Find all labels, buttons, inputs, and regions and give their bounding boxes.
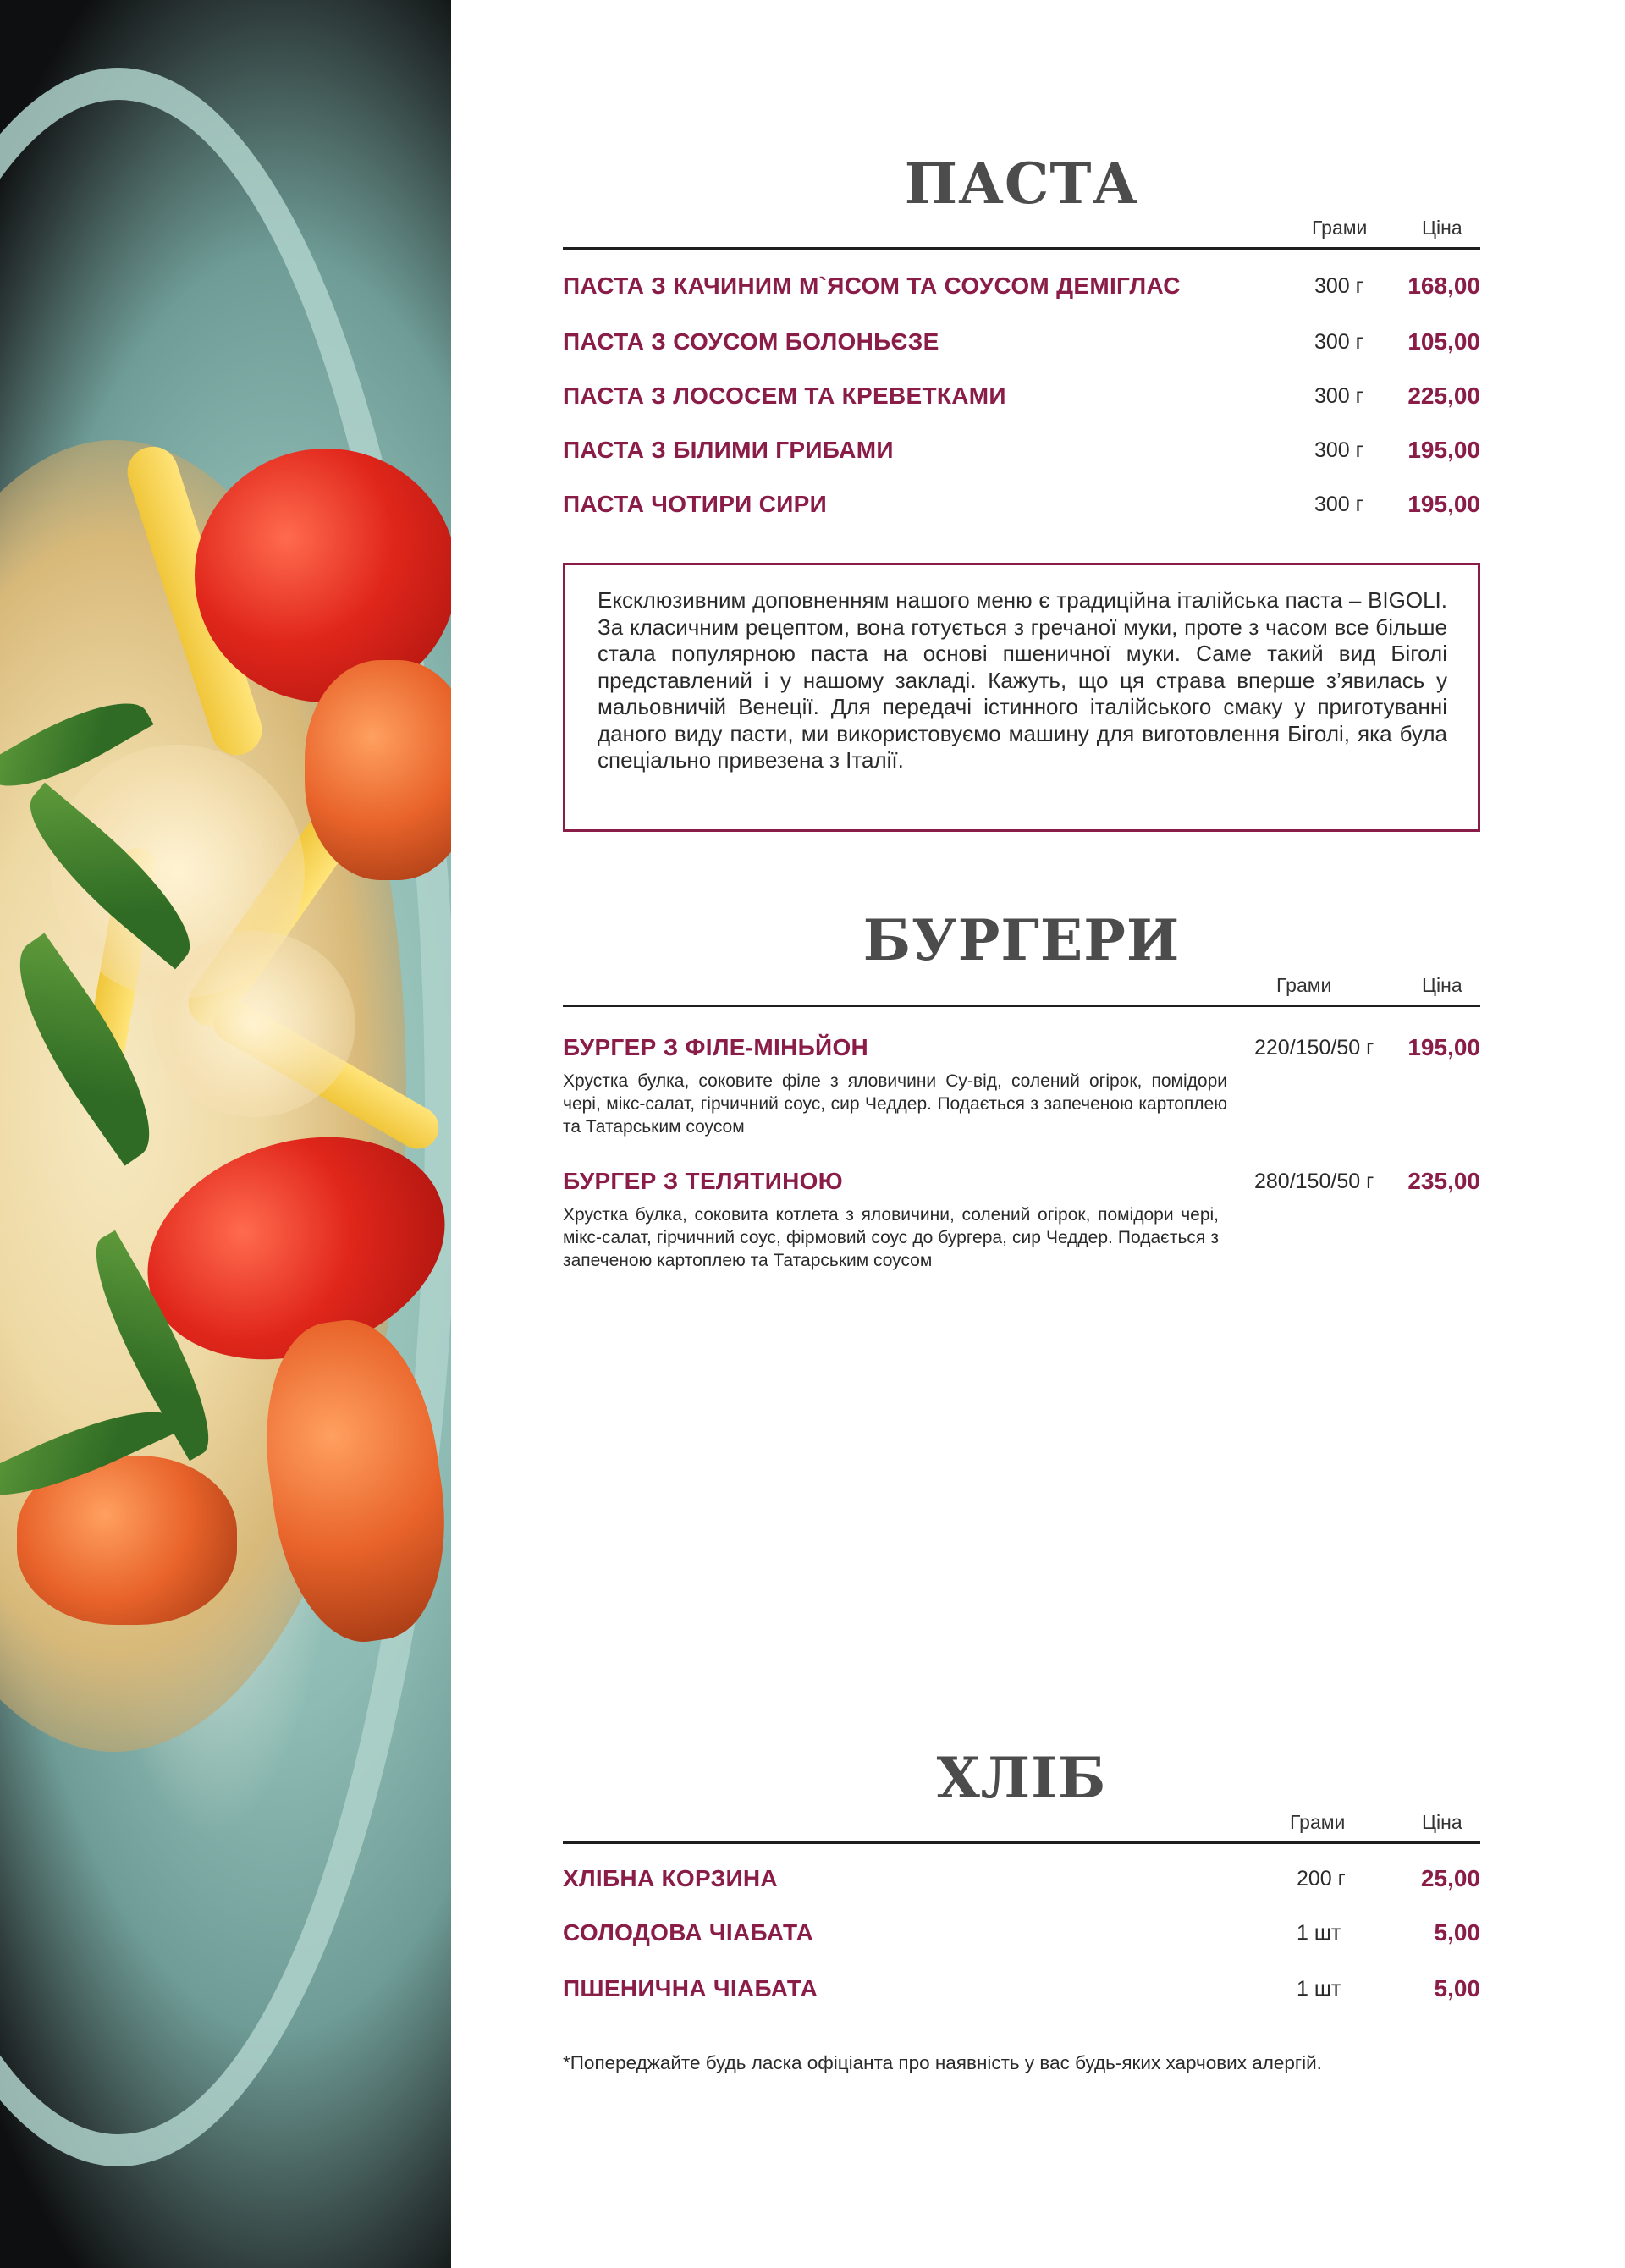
food-photo [0,0,451,2268]
bread-price-header: Ціна [1422,1811,1462,1833]
menu-item-grams: 220/150/50 г [1254,1036,1374,1060]
pasta-price-header: Ціна [1422,217,1462,239]
menu-item-name: ПАСТА З КАЧИНИМ М`ЯСОМ ТА СОУСОМ ДЕМІГЛАС [563,272,1181,299]
section-title-burgers: БУРГЕРИ [862,907,1181,973]
menu-item-name: СОЛОДОВА ЧІАБАТА [563,1919,814,1946]
menu-item-name: ПАСТА ЧОТИРИ СИРИ [563,491,828,517]
menu-item-name: БУРГЕР З ФІЛЕ-МІНЬЙОН [563,1034,869,1060]
menu-item-price: 168,00 [1407,272,1480,299]
menu-item-price: 225,00 [1407,383,1480,409]
menu-item-description: Хрустка булка, соковита котлета з яловичини, солений огірок, помідори чері, мікс-салат, гірчичний соус, фірмовий соус до бургера, сир Чеддер. Подається з запеченою картоплею та Татарським соусом [563,1205,1219,1270]
pasta-grams-header: Грами [1312,217,1368,239]
menu-item-grams: 300 г [1314,438,1363,462]
bigoli-note: Ексклюзивним доповненням нашого меню є традиційна італійська паста – BIGOLI. За класичним рецептом, вона готується з гречаної муки, проте з часом все більше стала популярною паста на основі пшеничної муки. Саме такий вид Біголі представлений і у нашому закладі. Кажуть, що ця страва вперше з’явилась у мальовничій Венеції. Для передачі істинного італійського смаку у приготуванні даного виду пасти, ми використовуємо машину для виготовлення Біголі, яка була спеціально привезена з Італії. [563,563,1480,832]
bread-divider [563,1841,1480,1844]
allergy-footnote: *Попереджайте будь ласка офіціанта про наявність у вас будь-яких харчових алергій. [563,2052,1322,2073]
menu-item-price: 5,00 [1434,1975,1480,2001]
menu-item-grams: 300 г [1314,330,1363,354]
menu-item-price: 25,00 [1420,1865,1480,1891]
menu-item-price: 195,00 [1407,1034,1480,1060]
menu-item-grams: 1 шт [1297,1977,1341,2001]
menu-item-grams: 300 г [1314,384,1363,408]
menu-item-name: ПШЕНИЧНА ЧІАБАТА [563,1975,818,2001]
menu-item-name: ПАСТА З БІЛИМИ ГРИБАМИ [563,437,894,463]
bread-grams-header: Грами [1290,1811,1346,1833]
pasta-divider [563,247,1480,250]
menu-item-name: БУРГЕР З ТЕЛЯТИНОЮ [563,1168,843,1194]
menu-item-grams: 300 г [1314,274,1363,298]
menu-item-price: 195,00 [1407,437,1480,463]
menu-item-price: 5,00 [1434,1919,1480,1946]
menu-item-price: 235,00 [1407,1168,1480,1194]
burgers-divider [563,1005,1480,1007]
menu-item-grams: 300 г [1314,493,1363,516]
menu-item-name: ПАСТА З СОУСОМ БОЛОНЬЄЗЕ [563,328,939,355]
section-title-pasta: ПАСТА [904,151,1139,217]
menu-item-grams: 1 шт [1297,1921,1341,1945]
menu-item-name: ПАСТА З ЛОСОСЕМ ТА КРЕВЕТКАМИ [563,383,1006,409]
menu-item-description: Хрустка булка, соковите філе з яловичини Су-від, солений огірок, помідори чері, мікс-салат, гірчичний соус, сир Чеддер. Подається з запеченою картоплею та Татарським соусом [563,1071,1227,1137]
menu-item-grams: 280/150/50 г [1254,1170,1374,1193]
menu-item-name: ХЛІБНА КОРЗИНА [563,1865,778,1891]
menu-item-price: 105,00 [1407,328,1480,355]
menu-item-grams: 200 г [1297,1867,1346,1891]
salmon-piece [305,660,451,880]
menu-item-price: 195,00 [1407,491,1480,517]
burgers-grams-header: Грами [1276,974,1332,996]
burgers-price-header: Ціна [1422,974,1462,996]
section-title-bread: ХЛІБ [936,1745,1107,1811]
